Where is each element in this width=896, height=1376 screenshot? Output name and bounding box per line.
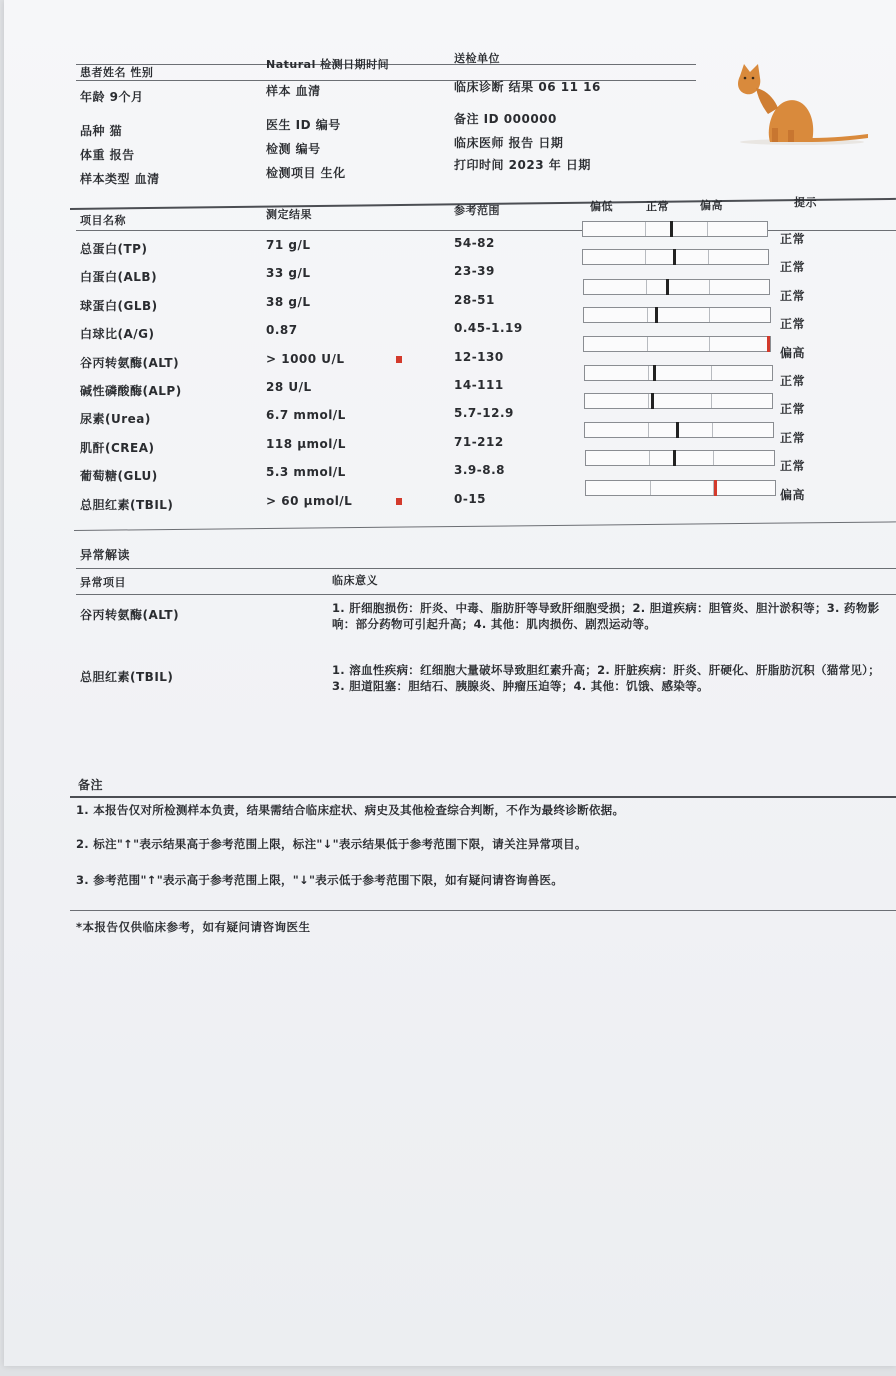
result-range-bar	[585, 450, 775, 466]
row-item-range: 28-51	[454, 293, 495, 307]
col-header-range: 参考范围	[454, 204, 500, 217]
note-line: 3. 参考范围"↑"表示高于参考范围上限，"↓"表示低于参考范围下限，如有疑问请咨询兽医。	[76, 873, 564, 887]
range-divider	[712, 423, 713, 437]
result-marker	[670, 221, 673, 237]
result-range-bar	[583, 336, 771, 352]
row-item-result: > 1000 U/L	[266, 352, 345, 366]
divider	[74, 521, 896, 531]
col-header-note: 提示	[794, 196, 817, 209]
result-marker	[676, 422, 679, 438]
row-item-result: 0.87	[266, 323, 298, 337]
row-item-name: 总胆红素(TBIL)	[80, 498, 174, 512]
col-header-name: 项目名称	[80, 214, 126, 227]
row-item-name: 肌酐(CREA)	[80, 441, 155, 455]
divider	[70, 910, 896, 911]
section-title-notes: 备注	[78, 778, 104, 792]
info-value: 医生 ID 编号	[266, 118, 341, 132]
range-divider	[645, 250, 646, 264]
range-divider	[711, 366, 712, 380]
result-marker	[653, 365, 656, 381]
row-item-note: 正常	[780, 260, 806, 274]
row-item-note: 正常	[780, 317, 806, 331]
row-item-result: 5.3 mmol/L	[266, 465, 346, 479]
result-range-bar	[585, 480, 776, 496]
abnormal-item-text: 1. 肝细胞损伤：肝炎、中毒、脂肪肝等导致肝细胞受损；2. 胆道疾病：胆管炎、胆汁淤积等；3. 药物影响：部分药物可引起升高；4. 其他：肌肉损伤、剧烈运动等。	[332, 601, 880, 631]
row-item-range: 23-39	[454, 264, 495, 278]
range-divider	[649, 451, 650, 465]
range-divider	[709, 337, 710, 351]
row-item-name: 尿素(Urea)	[80, 412, 151, 426]
row-item-note: 正常	[780, 402, 806, 416]
divider	[76, 594, 896, 595]
abnormal-flag-icon	[396, 498, 402, 505]
info-value: 临床诊断 结果 06 11 16	[454, 80, 601, 94]
row-item-name: 白蛋白(ALB)	[80, 270, 158, 284]
info-value: 体重 报告	[80, 148, 135, 162]
result-range-bar	[582, 249, 769, 265]
row-item-note: 正常	[780, 374, 806, 388]
row-item-result: 118 μmol/L	[266, 437, 346, 451]
divider	[70, 796, 896, 798]
row-item-result: 6.7 mmol/L	[266, 408, 346, 422]
row-item-name: 葡萄糖(GLU)	[80, 469, 158, 483]
info-label: 患者姓名 性别	[80, 66, 154, 79]
result-range-bar	[584, 393, 773, 409]
note-line: 1. 本报告仅对所检测样本负责，结果需结合临床症状、病史及其他检查综合判断，不作为最终诊断依据。	[76, 803, 625, 817]
row-item-note: 正常	[780, 232, 806, 246]
row-item-range: 3.9-8.8	[454, 463, 505, 477]
row-item-result: 71 g/L	[266, 238, 311, 252]
row-item-note: 正常	[780, 459, 806, 473]
info-value: 检测 编号	[266, 142, 321, 156]
abnormal-item-name: 总胆红素(TBIL)	[80, 670, 174, 684]
col-header-normal: 正常	[646, 200, 669, 213]
result-marker	[655, 307, 658, 323]
col-header-low: 偏低	[590, 200, 613, 213]
row-item-result: 33 g/L	[266, 266, 311, 280]
row-item-range: 0.45-1.19	[454, 321, 523, 335]
row-item-range: 0-15	[454, 492, 487, 506]
row-item-range: 5.7-12.9	[454, 406, 514, 420]
row-item-note: 正常	[780, 289, 806, 303]
abnormal-flag-icon	[396, 356, 402, 363]
row-item-range: 12-130	[454, 350, 504, 364]
result-range-bar	[582, 221, 768, 237]
range-divider	[709, 280, 710, 294]
divider	[76, 80, 696, 81]
row-item-note: 偏高	[780, 346, 806, 360]
row-item-name: 球蛋白(GLB)	[80, 299, 158, 313]
row-item-note: 正常	[780, 431, 806, 445]
table-header-rule	[76, 230, 896, 231]
range-divider	[650, 481, 651, 495]
result-marker	[714, 480, 717, 496]
range-divider	[648, 394, 649, 408]
range-divider	[645, 222, 646, 236]
info-value: 品种 猫	[80, 124, 123, 138]
result-range-bar	[584, 365, 773, 381]
col-header-high: 偏高	[700, 199, 723, 212]
row-item-result: 38 g/L	[266, 295, 311, 309]
range-divider	[646, 280, 647, 294]
info-value: 样本 血清	[266, 84, 321, 98]
range-divider	[647, 308, 648, 322]
range-divider	[713, 451, 714, 465]
result-marker	[673, 450, 676, 466]
result-range-bar	[583, 279, 770, 295]
range-divider	[711, 394, 712, 408]
info-value: 临床医师 报告 日期	[454, 136, 564, 150]
report-paper	[4, 0, 896, 1366]
abnormal-header-item: 异常项目	[80, 576, 126, 589]
row-item-name: 碱性磷酸酶(ALP)	[80, 384, 182, 398]
row-item-name: 白球比(A/G)	[80, 327, 155, 341]
range-divider	[648, 423, 649, 437]
abnormal-item-text: 1. 溶血性疾病：红细胞大量破坏导致胆红素升高；2. 肝脏疾病：肝炎、肝硬化、肝脂肪沉积（猫常见）；3. 胆道阻塞：胆结石、胰腺炎、肿瘤压迫等；4. 其他：饥饿、感染等。	[332, 663, 880, 693]
row-item-result: 28 U/L	[266, 380, 312, 394]
row-item-name: 总蛋白(TP)	[80, 242, 148, 256]
result-range-bar	[584, 422, 774, 438]
range-divider	[648, 366, 649, 380]
row-item-note: 偏高	[780, 488, 806, 502]
abnormal-header-meaning: 临床意义	[332, 574, 378, 587]
result-marker	[673, 249, 676, 265]
range-divider	[707, 222, 708, 236]
result-range-bar	[583, 307, 771, 323]
range-divider	[709, 308, 710, 322]
info-value: 样本类型 血清	[80, 172, 160, 186]
info-value: 备注 ID 000000	[454, 112, 557, 126]
range-divider	[647, 337, 648, 351]
row-item-range: 71-212	[454, 435, 504, 449]
range-divider	[708, 250, 709, 264]
divider	[76, 568, 896, 569]
footer-disclaimer: *本报告仅供临床参考，如有疑问请咨询医生	[76, 920, 311, 934]
row-item-range: 14-111	[454, 378, 504, 392]
row-item-name: 谷丙转氨酶(ALT)	[80, 356, 180, 370]
row-item-range: 54-82	[454, 236, 495, 250]
col-header-result: 测定结果	[266, 208, 312, 221]
info-value: 打印时间 2023 年 日期	[454, 158, 591, 172]
info-label: 送检单位	[454, 52, 500, 65]
result-marker	[651, 393, 654, 409]
result-marker	[767, 336, 770, 352]
info-label: Natural 检测日期时间	[266, 58, 390, 71]
result-marker	[666, 279, 669, 295]
info-value: 年龄 9个月	[80, 90, 144, 104]
abnormal-item-name: 谷丙转氨酶(ALT)	[80, 608, 180, 622]
cat-logo-image	[732, 58, 872, 148]
row-item-result: > 60 μmol/L	[266, 494, 353, 508]
info-value: 检测项目 生化	[266, 166, 346, 180]
note-line: 2. 标注"↑"表示结果高于参考范围上限，标注"↓"表示结果低于参考范围下限，请关注异常项目。	[76, 837, 587, 851]
section-title-abnormal: 异常解读	[80, 548, 131, 562]
